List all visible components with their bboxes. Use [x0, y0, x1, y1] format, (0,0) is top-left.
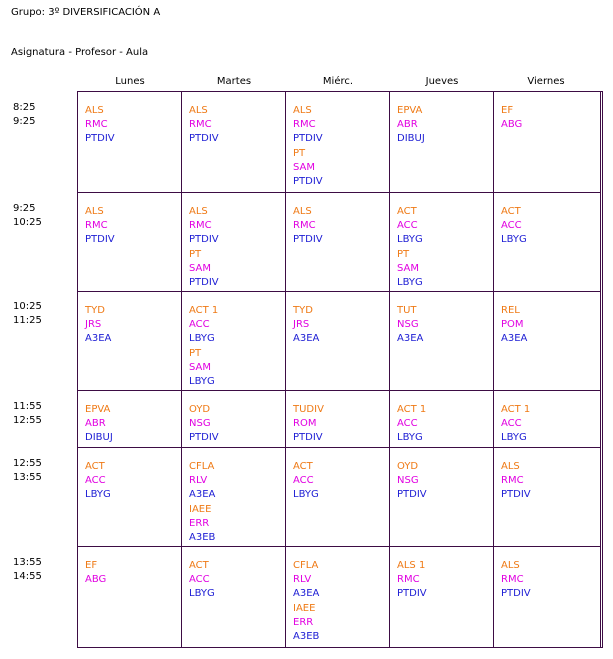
time-slot-0	[13, 101, 35, 129]
timetable-cell	[181, 546, 286, 648]
teacher-label: ACC	[293, 475, 314, 487]
room-label: LBYG	[189, 333, 215, 345]
room-label: A3EA	[293, 333, 320, 345]
timetable-cell	[389, 390, 494, 448]
time-end: 12:55	[13, 415, 42, 426]
subject-label: CFLA	[189, 461, 215, 472]
room-label: DIBUJ	[85, 432, 113, 444]
legend-label: Asignatura - Profesor - Aula	[11, 47, 149, 58]
timetable-cell	[493, 291, 601, 391]
room-label: A3EA	[397, 333, 424, 345]
subject-label: ACT	[397, 206, 417, 217]
teacher-label: RLV	[293, 574, 312, 586]
subject-label: IAEE	[189, 503, 212, 515]
room-label: PTDIV	[397, 489, 427, 501]
time-slot-4	[13, 457, 42, 485]
subject-label: EF	[501, 105, 514, 116]
room-label: A3EB	[189, 532, 216, 544]
time-end: 11:25	[13, 315, 42, 326]
teacher-label: ACC	[501, 220, 522, 232]
subject-label: ACT	[501, 206, 521, 217]
room-label: PTDIV	[85, 133, 115, 145]
timetable-cell	[493, 390, 601, 448]
subject-label: ALS	[293, 105, 312, 116]
subject-label: TUT	[397, 305, 417, 316]
subject-label: ALS 1	[397, 560, 426, 571]
room-label: PTDIV	[189, 133, 219, 145]
subject-label: ALS	[189, 206, 208, 217]
teacher-label: ERR	[189, 517, 210, 529]
timetable-cell	[77, 390, 182, 448]
subject-label: OYD	[189, 404, 211, 415]
teacher-label: ABG	[501, 119, 523, 131]
teacher-label: SAM	[397, 262, 420, 274]
subject-label: ACT 1	[397, 404, 427, 415]
timetable-cell	[77, 291, 182, 391]
teacher-label: SAM	[189, 262, 212, 274]
teacher-label: ACC	[189, 574, 210, 586]
subject-label: PT	[397, 248, 410, 260]
teacher-label: RMC	[501, 475, 524, 487]
time-slot-5	[13, 556, 42, 584]
time-slot-2	[13, 300, 42, 328]
timetable-cell	[77, 192, 182, 292]
timetable-cell	[285, 91, 390, 193]
time-end: 9:25	[13, 116, 36, 127]
subject-label: TYD	[293, 305, 313, 316]
teacher-label: RMC	[189, 220, 212, 232]
subject-label: REL	[501, 305, 520, 316]
teacher-label: RMC	[397, 574, 420, 586]
timetable-cell	[389, 447, 494, 547]
time-start: 8:25	[13, 102, 36, 113]
timetable-cell	[493, 447, 601, 547]
time-start: 11:55	[13, 401, 42, 412]
teacher-label: RMC	[85, 220, 108, 232]
teacher-label: JRS	[85, 319, 102, 331]
timetable-cell	[77, 546, 182, 648]
subject-label: PT	[189, 248, 202, 260]
room-label: PTDIV	[85, 234, 115, 246]
teacher-label: SAM	[189, 361, 212, 373]
timetable-cell	[493, 192, 601, 292]
timetable-cell	[181, 91, 286, 193]
teacher-label: POM	[501, 319, 524, 331]
timetable-cell	[285, 192, 390, 292]
subject-label: EPVA	[85, 404, 111, 415]
room-label: PTDIV	[189, 234, 219, 246]
room-label: LBYG	[501, 432, 527, 444]
teacher-label: RMC	[85, 119, 108, 131]
subject-label: PT	[189, 347, 202, 359]
room-label: PTDIV	[501, 489, 531, 501]
subject-label: ALS	[85, 206, 104, 217]
subject-label: IAEE	[293, 602, 316, 614]
day-header-2: Miérc.	[322, 76, 354, 87]
subject-label: EF	[85, 560, 98, 571]
time-end: 14:55	[13, 571, 42, 582]
teacher-label: RLV	[189, 475, 208, 487]
teacher-label: ACC	[397, 220, 418, 232]
subject-label: OYD	[397, 461, 419, 472]
teacher-label: ERR	[293, 616, 314, 628]
teacher-label: NSG	[397, 319, 419, 331]
subject-label: ALS	[189, 105, 208, 116]
subject-label: TUDIV	[293, 404, 324, 415]
timetable-cell	[285, 390, 390, 448]
subject-label: ACT	[189, 560, 209, 571]
room-label: A3EA	[85, 333, 112, 345]
room-label: PTDIV	[293, 234, 323, 246]
timetable-cell	[77, 447, 182, 547]
teacher-label: JRS	[293, 319, 310, 331]
teacher-label: NSG	[189, 418, 211, 430]
timetable-cell	[389, 91, 494, 193]
timetable-cell	[493, 546, 601, 648]
room-label: LBYG	[501, 234, 527, 246]
teacher-label: ACC	[501, 418, 522, 430]
room-label: A3EA	[189, 489, 216, 501]
time-start: 9:25	[13, 203, 36, 214]
room-label: LBYG	[189, 376, 215, 388]
teacher-label: ACC	[189, 319, 210, 331]
timetable-cell	[389, 291, 494, 391]
time-start: 12:55	[13, 458, 42, 469]
timetable-cell	[389, 192, 494, 292]
teacher-label: RMC	[501, 574, 524, 586]
timetable-cell	[493, 91, 601, 193]
subject-label: ALS	[85, 105, 104, 116]
timetable-cell	[389, 546, 494, 648]
day-header-3: Jueves	[425, 76, 459, 87]
subject-label: ALS	[501, 560, 520, 571]
room-label: A3EA	[501, 333, 528, 345]
group-title: Grupo: 3º DIVERSIFICACIÓN A	[11, 7, 161, 18]
room-label: LBYG	[85, 489, 111, 501]
day-header-0: Lunes	[115, 76, 145, 87]
room-label: LBYG	[397, 277, 423, 289]
room-label: DIBUJ	[397, 133, 425, 145]
time-end: 10:25	[13, 217, 42, 228]
day-header-4: Viernes	[527, 76, 565, 87]
time-end: 13:55	[13, 472, 42, 483]
teacher-label: RMC	[293, 119, 316, 131]
room-label: A3EA	[293, 588, 320, 600]
room-label: PTDIV	[189, 277, 219, 289]
timetable-grid	[77, 91, 603, 648]
timetable-cell	[181, 390, 286, 448]
room-label: PTDIV	[397, 588, 427, 600]
teacher-label: ACC	[85, 475, 106, 487]
teacher-label: SAM	[293, 161, 316, 173]
timetable-cell	[181, 291, 286, 391]
day-header-1: Martes	[216, 76, 252, 87]
teacher-label: ABG	[85, 574, 107, 586]
subject-label: ALS	[501, 461, 520, 472]
room-label: LBYG	[189, 588, 215, 600]
subject-label: ACT 1	[501, 404, 531, 415]
teacher-label: ACC	[397, 418, 418, 430]
teacher-label: RMC	[189, 119, 212, 131]
subject-label: PT	[293, 147, 306, 159]
room-label: PTDIV	[501, 588, 531, 600]
subject-label: ACT	[85, 461, 105, 472]
teacher-label: ABR	[85, 418, 106, 430]
room-label: PTDIV	[189, 432, 219, 444]
subject-label: ACT 1	[189, 305, 219, 316]
room-label: PTDIV	[293, 176, 323, 188]
subject-label: TYD	[85, 305, 105, 316]
time-slot-3	[13, 400, 42, 428]
timetable-cell	[285, 546, 390, 648]
room-label: LBYG	[293, 489, 319, 501]
timetable-cell	[181, 447, 286, 547]
time-slot-1	[13, 202, 42, 230]
teacher-label: RMC	[293, 220, 316, 232]
timetable-cell	[77, 91, 182, 193]
time-start: 13:55	[13, 557, 42, 568]
room-label: PTDIV	[293, 133, 323, 145]
teacher-label: NSG	[397, 475, 419, 487]
subject-label: ACT	[293, 461, 313, 472]
subject-label: CFLA	[293, 560, 319, 571]
timetable-cell	[181, 192, 286, 292]
room-label: LBYG	[397, 234, 423, 246]
teacher-label: ROM	[293, 418, 317, 430]
timetable-cell	[285, 291, 390, 391]
subject-label: EPVA	[397, 105, 423, 116]
timetable-cell	[285, 447, 390, 547]
subject-label: ALS	[293, 206, 312, 217]
room-label: A3EB	[293, 631, 320, 643]
room-label: PTDIV	[293, 432, 323, 444]
room-label: LBYG	[397, 432, 423, 444]
teacher-label: ABR	[397, 119, 418, 131]
time-start: 10:25	[13, 301, 42, 312]
